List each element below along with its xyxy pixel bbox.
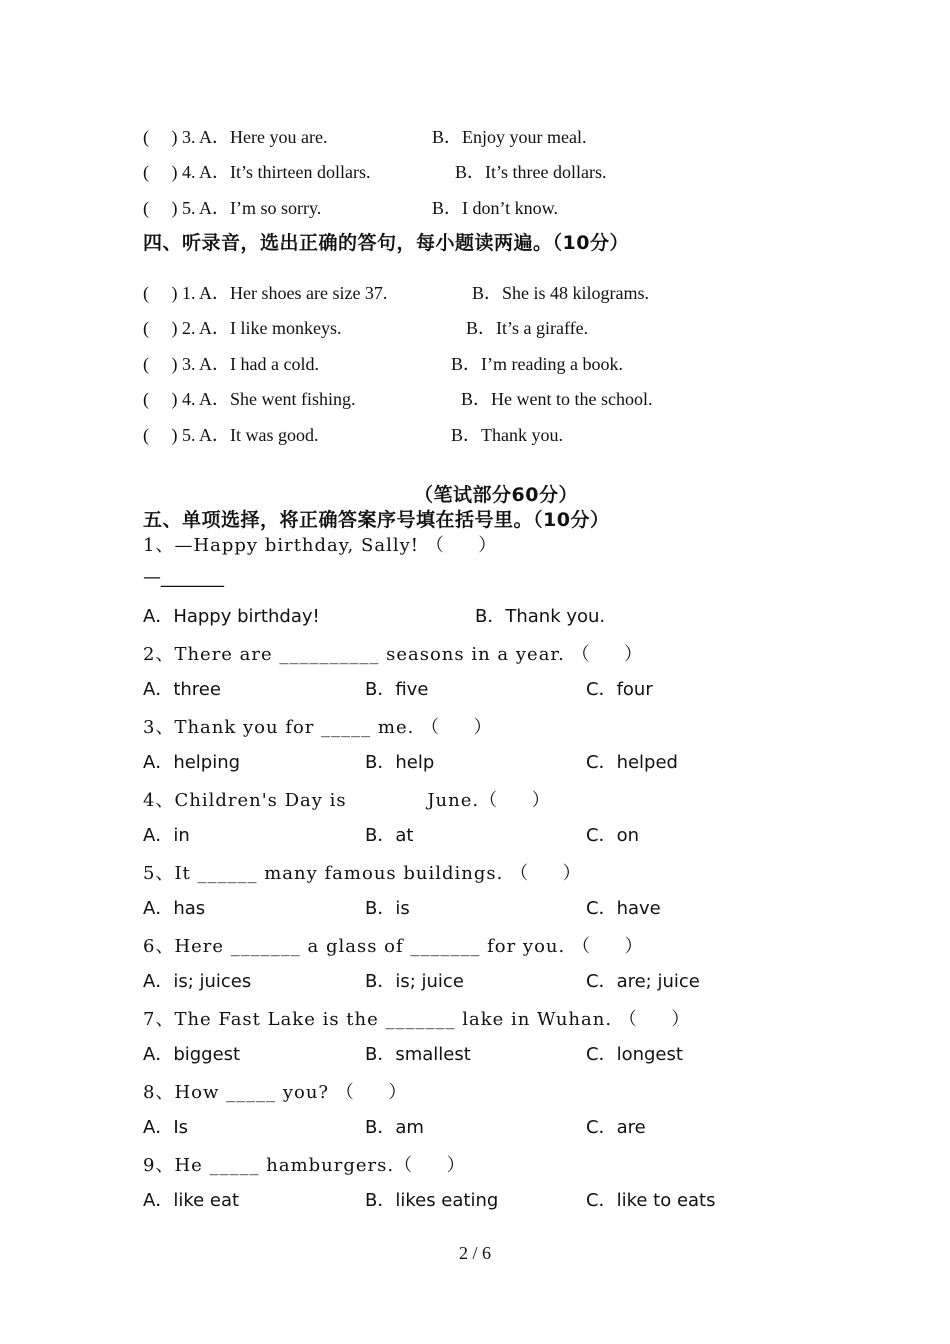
q4-option-b: B．at [365,825,414,846]
q1-option-b: B．Thank you. [475,606,606,627]
listening-row-3a: ( ) 3. A．Here you are. [143,127,328,147]
q6-option-b: B．is; juice [365,971,464,992]
q8-option-c: C．are [586,1117,646,1138]
section5-title: 五、单项选择，将正确答案序号填在括号里。（10分） [143,509,610,531]
s4-row-1a: ( ) 1. A．Her shoes are size 37. [143,283,388,303]
q4-option-a: A．in [143,825,190,846]
q7-option-b: B．smallest [365,1044,471,1065]
listening-row-4b: B．It’s three dollars. [455,162,607,182]
listening-row-3b: B．Enjoy your meal. [432,127,587,147]
q1-reply: —_______ [143,567,224,588]
q9-option-a: A．like eat [143,1190,240,1211]
s4-row-3a: ( ) 3. A．I had a cold. [143,354,319,374]
s4-row-4a: ( ) 4. A．She went fishing. [143,389,356,409]
listening-row-4a: ( ) 4. A．It’s thirteen dollars. [143,162,371,182]
s4-row-2b: B．It’s a giraffe. [466,318,589,338]
listening-row-5a: ( ) 5. A．I’m so sorry. [143,198,322,218]
q3-option-b: B．help [365,752,435,773]
s4-row-1b: B．She is 48 kilograms. [472,283,650,303]
q8-stem: 8、How _____ you? （ ） [143,1082,408,1103]
q1-option-a: A．Happy birthday! [143,606,320,627]
written-part-label: （笔试部分60分） [414,484,578,506]
q5-option-a: A．has [143,898,206,919]
q3-option-a: A．helping [143,752,241,773]
q2-option-c: C．four [586,679,653,700]
s4-row-5a: ( ) 5. A．It was good. [143,425,319,445]
q5-option-c: C．have [586,898,661,919]
q5-option-b: B．is [365,898,410,919]
q7-stem: 7、The Fast Lake is the _______ lake in Wuhan. （ ） [143,1009,691,1030]
q6-option-a: A．is; juices [143,971,252,992]
q8-option-a: A．Is [143,1117,188,1138]
page-number: 2 / 6 [458,1243,491,1263]
q9-stem: 9、He _____ hamburgers.（ ） [143,1155,466,1176]
q2-option-a: A．three [143,679,221,700]
q4-option-c: C．on [586,825,639,846]
s4-row-3b: B．I’m reading a book. [451,354,623,374]
listening-row-5b: B．I don’t know. [432,198,558,218]
q3-stem: 3、Thank you for _____ me. （ ） [143,717,493,738]
q9-option-b: B．likes eating [365,1190,499,1211]
q7-option-c: C．longest [586,1044,683,1065]
s4-row-2a: ( ) 2. A．I like monkeys. [143,318,342,338]
q6-stem: 6、Here _______ a glass of _______ for you. （ ） [143,936,644,957]
q4-stem: 4、Children's Day is June.（ ） [143,790,551,811]
s4-row-5b: B．Thank you. [451,425,563,445]
q2-option-b: B．five [365,679,429,700]
q9-option-c: C．like to eats [586,1190,716,1211]
s4-row-4b: B．He went to the school. [461,389,653,409]
q1-stem: 1、—Happy birthday, Sally! （ ） [143,535,498,556]
q3-option-c: C．helped [586,752,678,773]
section4-title: 四、听录音，选出正确的答句，每小题读两遍。（10分） [143,232,629,254]
q2-stem: 2、There are __________ seasons in a year. （ ） [143,644,644,665]
q6-option-c: C．are; juice [586,971,700,992]
q8-option-b: B．am [365,1117,424,1138]
q7-option-a: A．biggest [143,1044,241,1065]
q5-stem: 5、It ______ many famous buildings. （ ） [143,863,582,884]
